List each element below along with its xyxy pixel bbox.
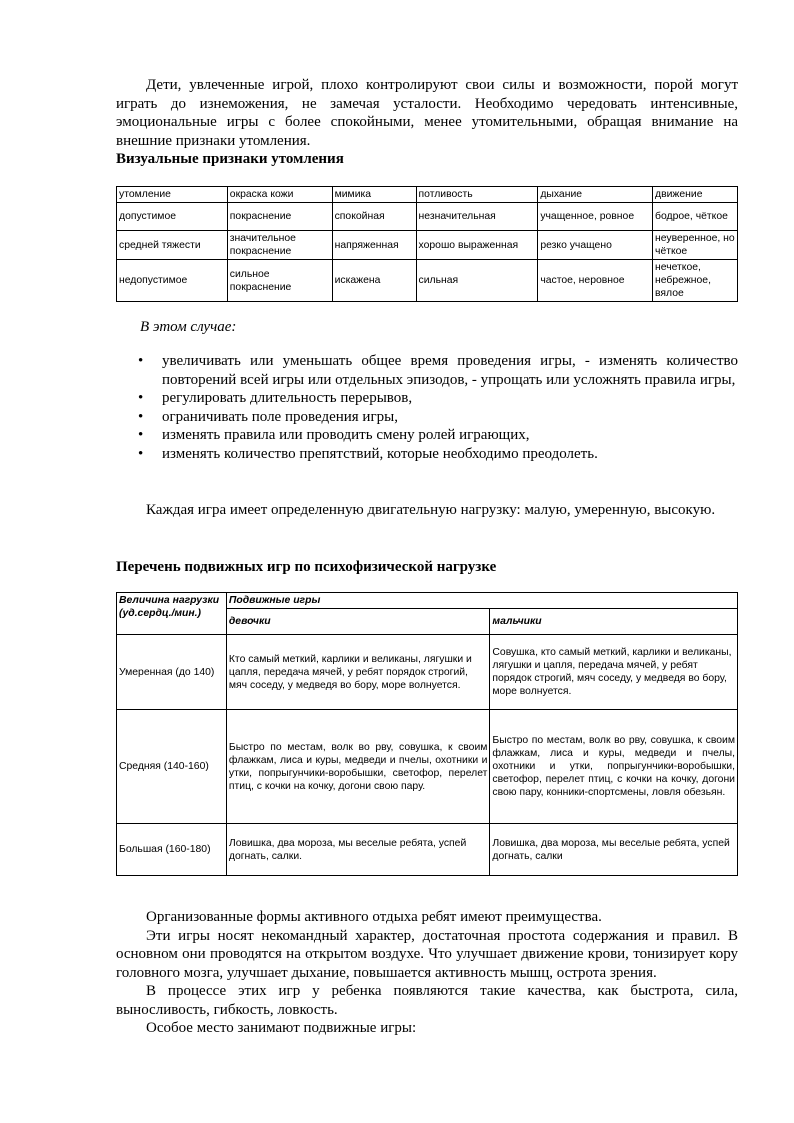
list-item: [116, 389, 738, 408]
table-header-cell: девочки: [226, 609, 490, 635]
table-header-row: [117, 187, 738, 203]
table-cell: сильное покраснение: [227, 260, 332, 302]
table-cell: недопустимое: [117, 260, 228, 302]
table-cell: допустимое: [117, 203, 228, 231]
list-item: [116, 426, 738, 445]
games-table: [116, 592, 738, 876]
closing-paragraph: В процессе этих игр у ребенка появляются такие качества, как быстрота, сила, выносливость, гибкость, ловкость.: [116, 983, 738, 1018]
list-item-text: изменять правила или проводить смену ролей играющих,: [162, 427, 530, 443]
table-header-cell: мальчики: [490, 609, 738, 635]
list-item-text: увеличивать или уменьшать общее время проведения игры, - изменять количество повторений всей игры или отдельных эпизодов, - упрощать или усложнять правила игры,: [162, 353, 738, 388]
table-header-cell: дыхание: [538, 187, 653, 203]
list-item-text: регулировать длительность перерывов,: [162, 390, 413, 406]
bullet-icon: •: [138, 408, 144, 425]
table-cell: нечеткое, небрежное, вялое: [653, 260, 738, 302]
list-item-text: изменять количество препятствий, которые необходимо преодолеть.: [162, 445, 598, 462]
load-paragraph: Каждая игра имеет определенную двигательную нагрузку: малую, умеренную, высокую.: [146, 502, 716, 518]
table-row: [117, 203, 738, 231]
table-cell: частое, неровное: [538, 260, 653, 302]
fatigue-table: [116, 186, 738, 302]
table-cell: сильная: [416, 260, 538, 302]
table-row: [117, 260, 738, 302]
bullet-icon: •: [138, 427, 144, 443]
table-cell: напряженная: [332, 231, 416, 260]
table-header-cell: Величина нагрузки (уд.сердц./мин.): [117, 593, 227, 635]
table-header-cell: утомление: [117, 187, 228, 203]
bullet-icon: •: [138, 445, 144, 462]
table-row: [117, 710, 738, 824]
table-cell: резко учащено: [538, 231, 653, 260]
recommendations-list: [116, 352, 738, 463]
table-cell: Ловишка, два мороза, мы веселые ребята, успей догнать, салки: [490, 824, 738, 876]
table-cell: Средняя (140-160): [117, 710, 227, 824]
closing-paragraph: Организованные формы активного отдыха ребят имеют преимущества.: [146, 909, 602, 925]
table-cell: средней тяжести: [117, 231, 228, 260]
table-row: [117, 635, 738, 710]
list-item: [116, 352, 738, 389]
table-header-cell: мимика: [332, 187, 416, 203]
list-item: [116, 408, 738, 427]
closing-paragraph: Особое место занимают подвижные игры:: [146, 1020, 417, 1036]
table-cell: незначительная: [416, 203, 538, 231]
bullet-icon: •: [138, 390, 144, 406]
table-cell: покраснение: [227, 203, 332, 231]
table-cell: значительное покраснение: [227, 231, 332, 260]
table-row: [117, 231, 738, 260]
table-cell: Большая (160-180): [117, 824, 227, 876]
games-heading: Перечень подвижных игр по психофизической нагрузке: [116, 559, 497, 575]
table-cell: Ловишка, два мороза, мы веселые ребята, успей догнать, салки.: [226, 824, 490, 876]
table-cell: искажена: [332, 260, 416, 302]
table-cell: Умеренная (до 140): [117, 635, 227, 710]
table-cell: неуверенное, но чёткое: [653, 231, 738, 260]
table-header-cell: окраска кожи: [227, 187, 332, 203]
closing-section: [116, 908, 738, 1038]
closing-paragraph: Эти игры носят некомандный характер, достаточная простота содержания и правил. В основном они проводятся на открытом воздухе. Что улучшает движение крови, тонизирует кору головного мозга, улучшает дыхание, повышается активность мышц, острота зрения.: [116, 927, 738, 981]
table-cell: хорошо выраженная: [416, 231, 538, 260]
table-header-cell: Подвижные игры: [226, 593, 737, 609]
list-item: [116, 445, 738, 464]
table-header-cell: потливость: [416, 187, 538, 203]
table-cell: спокойная: [332, 203, 416, 231]
table-row: [117, 824, 738, 876]
intro-paragraph: Дети, увлеченные игрой, плохо контролируют свои силы и возможности, порой могут играть до изнеможения, не замечая усталости. Необходимо чередовать интенсивные, эмоциональные игры с более спокойными, менее утомительными, обращая внимание на внешние признаки утомления.: [116, 77, 738, 149]
table-header-cell: движение: [653, 187, 738, 203]
list-item-text: ограничивать поле проведения игры,: [162, 408, 398, 425]
table-cell: Кто самый меткий, карлики и великаны, лягушки и цапля, передача мячей, у ребят порядок строгий, мяч соседу, у медведя во бору, море волнуется.: [226, 635, 490, 710]
fatigue-heading: Визуальные признаки утомления: [116, 151, 344, 167]
bullet-icon: •: [138, 353, 144, 369]
table-cell: бодрое, чёткое: [653, 203, 738, 231]
table-cell: учащенное, ровное: [538, 203, 653, 231]
table-cell: Быстро по местам, волк во рву, совушка, к своим флажкам, лиса и куры, медведи и пчелы, охотники и утки, попрыгунчики-воробышки, светофор, перелет птиц, с кочки на кочку, догони свою пару, конники-спортсмены, ловля обезьян.: [490, 710, 738, 824]
table-header-row: [117, 593, 738, 609]
table-cell: Быстро по местам, волк во рву, совушка, к своим флажкам, лиса и куры, медведи и пчелы, охотники и утки, попрыгунчики-воробышки, светофор, перелет птиц, с кочки на кочку, догони свою пару.: [226, 710, 490, 824]
table-cell: Совушка, кто самый меткий, карлики и великаны, лягушки и цапля, передача мячей, у ребят порядок строгий, мяч соседу, у медведя во бору, море волнуется.: [490, 635, 738, 710]
in-this-case-label: В этом случае:: [140, 319, 237, 335]
